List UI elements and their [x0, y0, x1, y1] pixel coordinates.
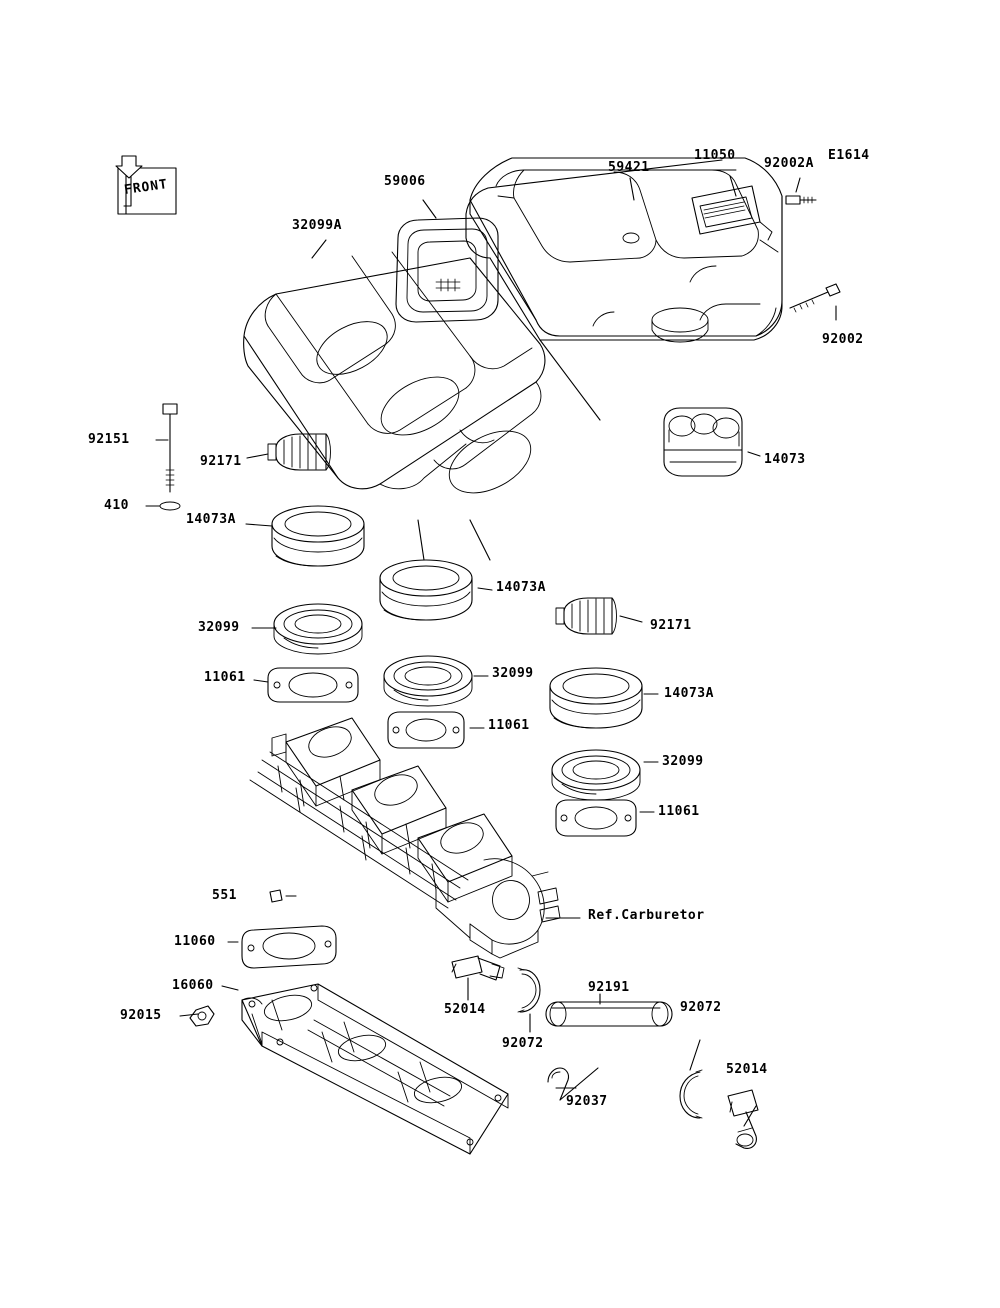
part-label-11061-1[interactable]: 11061 [204, 670, 246, 685]
part-label-16060[interactable]: 16060 [172, 978, 214, 993]
duct-14073a-1 [272, 506, 364, 566]
part-label-92002A[interactable]: 92002A [764, 156, 814, 171]
gasket-11061-2 [388, 712, 464, 748]
duct-14073a-2 [380, 560, 472, 620]
part-label-92037[interactable]: 92037 [566, 1094, 608, 1109]
airbox-upper-part [466, 158, 782, 342]
part-label-92171-right[interactable]: 92171 [650, 618, 692, 633]
part-label-14073A-2[interactable]: 14073A [496, 580, 546, 595]
ring-32099-2 [384, 656, 472, 706]
airbox-lower-part [244, 252, 545, 506]
part-551 [270, 890, 282, 902]
part-label-11061-2[interactable]: 11061 [488, 718, 530, 733]
diagram-code: E1614 [828, 148, 870, 163]
part-label-92002[interactable]: 92002 [822, 332, 864, 347]
bolt-92151 [160, 404, 180, 510]
part-label-32099-3[interactable]: 32099 [662, 754, 704, 769]
bracket-part [692, 186, 772, 240]
part-label-11050[interactable]: 11050 [694, 148, 736, 163]
part-label-52014-2[interactable]: 52014 [726, 1062, 768, 1077]
fitting-52014-1 [452, 956, 504, 980]
part-label-59006[interactable]: 59006 [384, 174, 426, 189]
duct-14073a-3 [550, 668, 642, 728]
clamp-right [556, 598, 617, 634]
part-label-92191[interactable]: 92191 [588, 980, 630, 995]
tube-92191 [546, 1002, 672, 1026]
part-label-410[interactable]: 410 [104, 498, 129, 513]
part-label-32099A[interactable]: 32099A [292, 218, 342, 233]
part-label-11061-3[interactable]: 11061 [658, 804, 700, 819]
part-label-92015[interactable]: 92015 [120, 1008, 162, 1023]
part-label-551[interactable]: 551 [212, 888, 237, 903]
reference-label-carburetor[interactable]: Ref.Carburetor [588, 908, 705, 923]
ring-32099-3 [552, 750, 640, 800]
front-marker-text: FRONT [123, 177, 169, 198]
part-label-32099-1[interactable]: 32099 [198, 620, 240, 635]
nut-92015 [190, 1006, 214, 1026]
part-label-92072-1[interactable]: 92072 [502, 1036, 544, 1051]
part-label-14073A-1[interactable]: 14073A [186, 512, 236, 527]
duct-14073 [664, 408, 742, 476]
carburetor-assembly [250, 718, 560, 958]
clamp-92072-2 [680, 1070, 702, 1118]
part-label-92171-upper[interactable]: 92171 [200, 454, 242, 469]
part-label-14073A-3[interactable]: 14073A [664, 686, 714, 701]
gasket-11060 [242, 926, 336, 968]
clamp-92072-1 [518, 968, 540, 1012]
fitting-52014-2 [728, 1090, 758, 1148]
bolt-92002 [790, 284, 840, 312]
part-label-52014-1[interactable]: 52014 [444, 1002, 486, 1017]
part-label-32099-2[interactable]: 32099 [492, 666, 534, 681]
part-label-59421[interactable]: 59421 [608, 160, 650, 175]
ring-32099-1 [274, 604, 362, 654]
part-label-14073[interactable]: 14073 [764, 452, 806, 467]
part-label-92072-2[interactable]: 92072 [680, 1000, 722, 1015]
bolt-92002a [786, 196, 816, 204]
gasket-11061-3 [556, 800, 636, 836]
front-marker [110, 160, 186, 218]
part-label-92151[interactable]: 92151 [88, 432, 130, 447]
part-label-11060[interactable]: 11060 [174, 934, 216, 949]
gasket-11061-1 [268, 668, 358, 702]
